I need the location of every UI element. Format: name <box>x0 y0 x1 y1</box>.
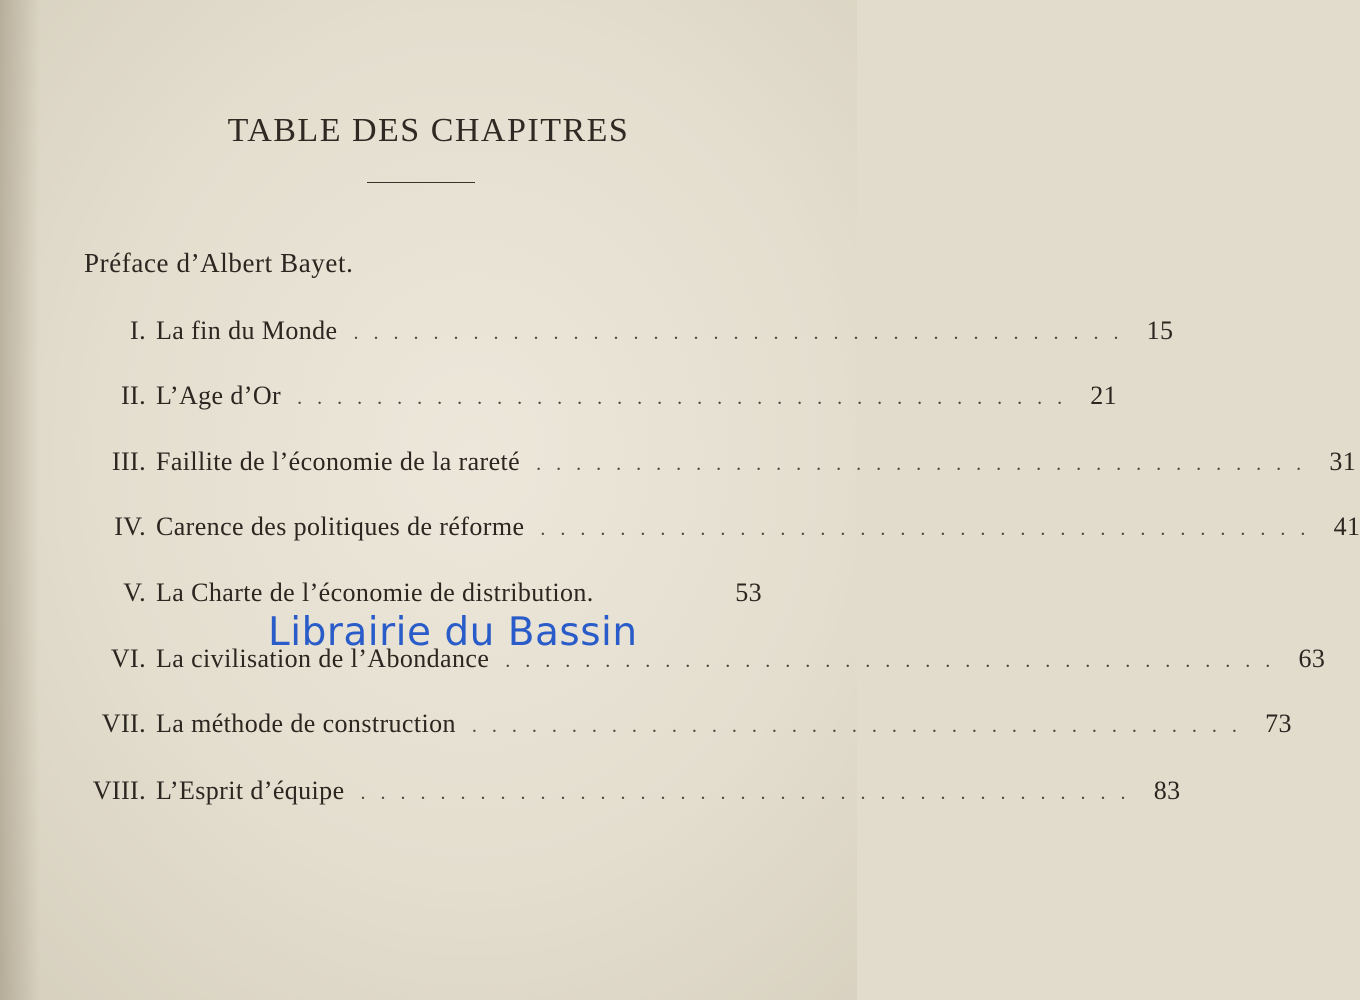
spine-shadow <box>0 0 40 1000</box>
toc-entry <box>70 512 1360 552</box>
dot-leader: . . . . . . . . . . . . . . . . . . . . . . . . . . . . . . . . . . . . . . . <box>353 322 1124 344</box>
chapter-numeral: II. <box>120 381 146 410</box>
chapter-numeral: V. <box>123 578 146 607</box>
dot-leader: . . . . . . . . . . . . . . . . . . . . . . . . . . . . . . . . . . . . . . . <box>297 387 1068 409</box>
chapter-title: Faillite de l’économie de la rareté <box>156 447 521 476</box>
chapter-numeral: VI. <box>110 644 146 673</box>
chapter-page-number: 73 <box>1265 709 1292 738</box>
chapter-title: L’Esprit d’équipe <box>156 776 345 805</box>
chapter-page-number: 83 <box>1153 776 1181 805</box>
dot-leader: . . . . . . . . . . . . . . . . . . . . . . . . . . . . . . . . . . . . . . . <box>471 715 1242 737</box>
dot-leader: . . . . . . . . . . . . . . . . . . . . . . . . . . . . . . . . . . . . . . . <box>540 518 1311 540</box>
page-title: TABLE DES CHAPITRES <box>227 112 630 149</box>
chapter-page-number: 63 <box>1298 644 1326 673</box>
chapter-title: La fin du Monde <box>156 316 338 345</box>
toc-entry <box>70 316 1174 356</box>
chapter-title: La Charte de l’économie de distribution. <box>156 578 594 607</box>
dot-leader: . . . . . . . . . . . . . . . . . . . . . . . . . . . . . . . . . . . . . . . <box>360 782 1131 804</box>
title-divider <box>367 182 475 183</box>
toc-entry <box>70 709 1292 749</box>
chapter-page-number: 21 <box>1090 381 1118 410</box>
preface-line: Préface d’Albert Bayet. <box>84 248 354 278</box>
chapter-page-number: 53 <box>735 578 762 607</box>
chapter-page-number: 31 <box>1329 447 1357 476</box>
dot-leader: . . . . . . . . . . . . . . . . . . . . . . . . . . . . . . . . . . . . . . . <box>536 453 1307 475</box>
chapter-numeral: VII. <box>101 709 146 738</box>
chapter-numeral: I. <box>130 316 146 345</box>
chapter-title: Carence des politiques de réforme <box>156 512 525 541</box>
chapter-numeral: VIII. <box>92 776 146 805</box>
chapter-page-number: 15 <box>1146 316 1174 345</box>
chapter-title: La civilisation de l’Abondance <box>156 644 490 673</box>
toc-entry <box>70 776 1181 816</box>
chapter-page-number: 41 <box>1333 512 1360 541</box>
chapter-numeral: III. <box>111 447 146 476</box>
watermark-text: Librairie du Bassin <box>268 610 638 655</box>
chapter-title: L’Age d’Or <box>156 381 282 410</box>
chapter-numeral: IV. <box>114 512 146 541</box>
dot-leader: . . . . . . . . . . . . . . . . . . . . . . . . . . . . . . . . . . . . . . . <box>505 650 1276 672</box>
toc-entry <box>70 447 1357 487</box>
chapter-title: La méthode de construction <box>156 709 456 738</box>
toc-entry <box>70 381 1118 421</box>
